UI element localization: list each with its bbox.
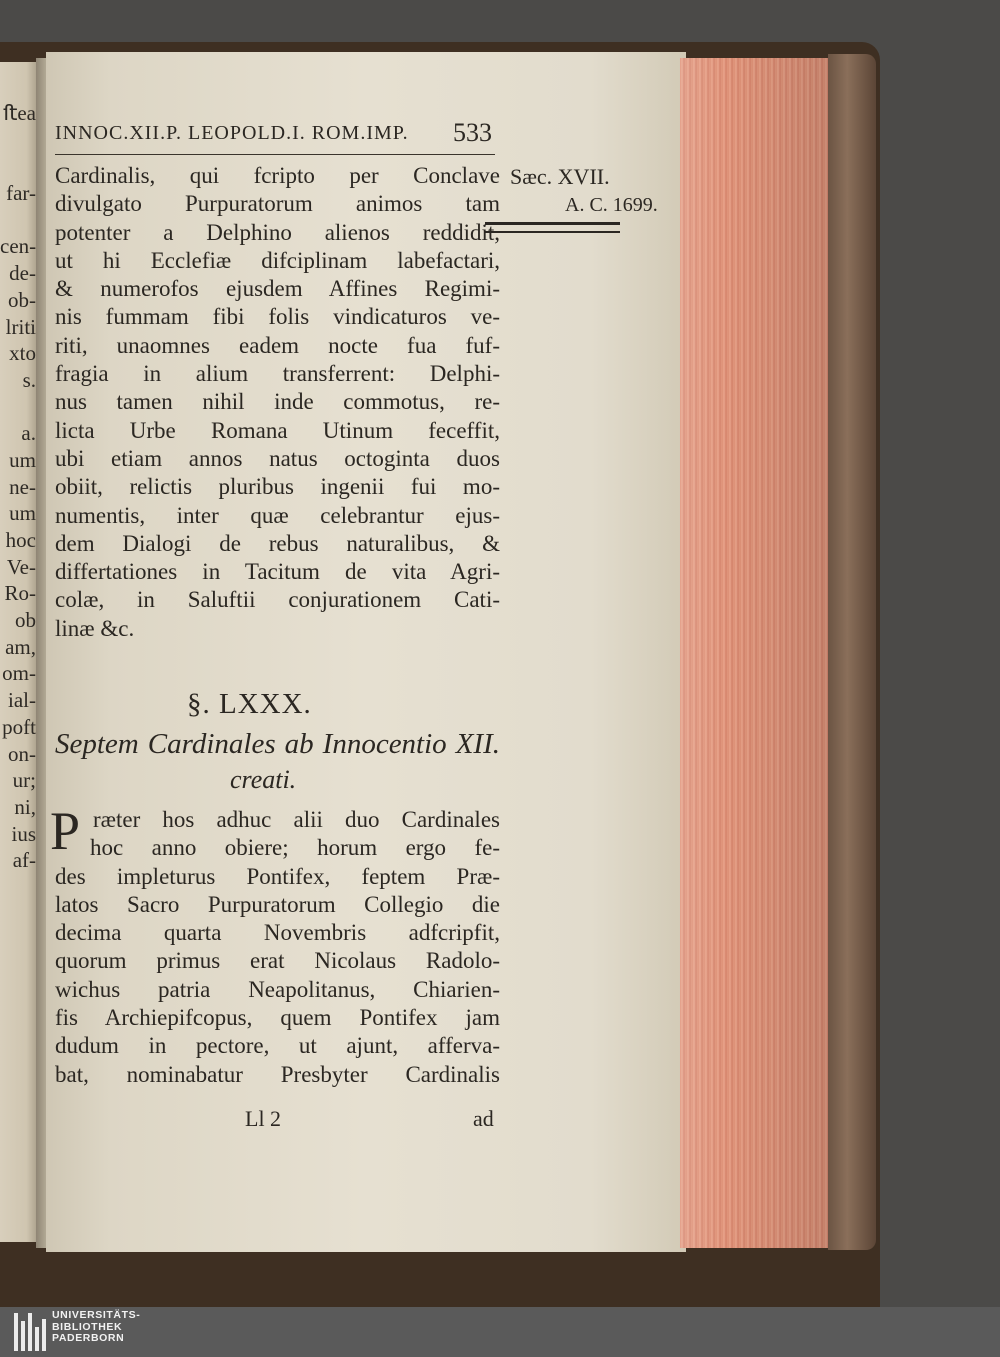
section-number: §. LXXX. <box>187 688 312 720</box>
left-fragment: ne- <box>9 474 36 499</box>
text-line: bat, nominabatur Presbyter Cardinalis <box>55 1061 500 1087</box>
library-logo-icon <box>14 1313 46 1351</box>
left-fragment: far- <box>6 181 36 206</box>
signature-mark: Ll 2 <box>245 1106 282 1131</box>
text-line: obiit, relictis pluribus ingenii fui mo- <box>55 474 500 500</box>
left-fragment <box>0 127 36 154</box>
text-line: & numerofos ejusdem Affines Regimi- <box>55 276 500 302</box>
section-title-line1: Septem Cardinales ab Innocentio XII. <box>55 728 500 760</box>
text-line: dem Dialogi de rebus naturalibus, & <box>55 530 500 556</box>
text-line: ut hi Ecclefiæ difciplinam labefactari, <box>55 247 500 273</box>
page-edges-shade <box>680 58 830 1248</box>
left-fragment: om- <box>2 661 36 686</box>
left-fragment: on- <box>8 741 36 766</box>
header-text: INNOC.XII.P. LEOPOLD.I. ROM.IMP. <box>55 122 409 144</box>
text-line: decima quarta Novembris adfcripfit, <box>55 920 500 946</box>
left-page-text-fragments <box>0 100 36 874</box>
margin-double-rule <box>485 222 620 233</box>
text-line: Cardinalis, qui fcripto per Conclave <box>55 163 500 188</box>
library-name <box>52 1310 140 1345</box>
left-fragment: ur; <box>12 768 36 793</box>
left-fragment: ﬅea <box>2 101 36 125</box>
library-name-line2: BIBLIOTHEK <box>52 1320 123 1333</box>
left-fragment: ius <box>11 821 36 846</box>
left-fragment <box>0 394 36 421</box>
left-fragment: um <box>9 447 36 472</box>
text-line: divulgato Purpuratorum animos tam <box>55 191 500 217</box>
text-line: quorum primus erat Nicolaus Radolo- <box>55 948 500 974</box>
text-line: colæ, in Saluftii conjurationem Cati- <box>55 587 500 613</box>
text-line: ræter hos adhuc alii duo Cardinales <box>93 807 500 832</box>
text-line: des impleturus Pontifex, feptem Præ- <box>55 863 500 889</box>
margin-note-century: Sæc. XVII. <box>510 164 610 189</box>
text-line: dudum in pectore, ut ajunt, afferva- <box>55 1033 500 1059</box>
left-fragment: am, <box>5 634 36 659</box>
left-fragment: ni, <box>14 794 36 819</box>
left-fragment: de- <box>9 261 36 286</box>
text-line: numentis, inter quæ celebrantur ejus- <box>55 502 500 528</box>
text-line: linæ &c. <box>55 615 135 641</box>
text-line: wichus patria Neapolitanus, Chiarien- <box>55 976 500 1002</box>
back-cover <box>828 54 876 1250</box>
header-rule <box>55 154 495 155</box>
text-line: differtationes in Tacitum de vita Agri- <box>55 559 500 585</box>
library-name-line1: UNIVERSITÄTS- <box>52 1309 141 1321</box>
left-fragment: ob- <box>8 287 36 312</box>
section-title-line2: creati. <box>230 765 297 794</box>
left-fragment: ial- <box>8 688 36 713</box>
left-fragment: xto <box>9 341 36 366</box>
left-fragment: poft <box>2 714 36 739</box>
footer-bar <box>0 1307 1000 1357</box>
left-fragment: a. <box>21 421 36 446</box>
text-line: licta Urbe Romana Utinum feceffit, <box>55 417 500 443</box>
library-name-line3: PADERBORN <box>52 1332 125 1344</box>
paragraph-continuation <box>55 162 500 643</box>
text-line: nus tamen nihil inde commotus, re- <box>55 389 500 415</box>
text-line: ubi etiam annos natus octoginta duos <box>55 445 500 471</box>
left-fragment: um <box>9 501 36 526</box>
text-line: hoc anno obiere; horum ergo fe- <box>90 835 500 861</box>
page-number: 533 <box>453 118 492 147</box>
text-line: nis fummam fibi folis vindicaturos ve- <box>55 304 500 330</box>
margin-note-year: A. C. 1699. <box>565 194 658 216</box>
left-fragment <box>0 207 36 234</box>
margin-note <box>510 163 658 219</box>
text-line: potenter a Delphino alienos reddidit, <box>55 219 500 245</box>
drop-cap: P <box>50 801 81 861</box>
left-fragment: s. <box>22 367 36 392</box>
section-body <box>55 806 500 1089</box>
text-line: fragia in alium transferrent: Delphi- <box>55 361 500 387</box>
text-line: latos Sacro Purpuratorum Collegio die <box>55 891 500 917</box>
left-fragment: cen- <box>0 234 36 259</box>
running-header <box>55 118 492 147</box>
left-fragment: Ve- <box>6 554 36 579</box>
left-fragment: lriti <box>5 314 36 339</box>
left-fragment: af- <box>12 848 36 873</box>
left-fragment: hoc <box>5 528 36 552</box>
catchword: ad <box>473 1106 494 1131</box>
text-line: fis Archiepifcopus, quem Pontifex jam <box>55 1005 500 1031</box>
left-fragment: ob <box>15 608 36 633</box>
left-fragment: Ro- <box>4 581 36 606</box>
text-line: riti, unaomnes eadem nocte fua fuf- <box>55 332 500 358</box>
left-fragment <box>0 153 36 180</box>
